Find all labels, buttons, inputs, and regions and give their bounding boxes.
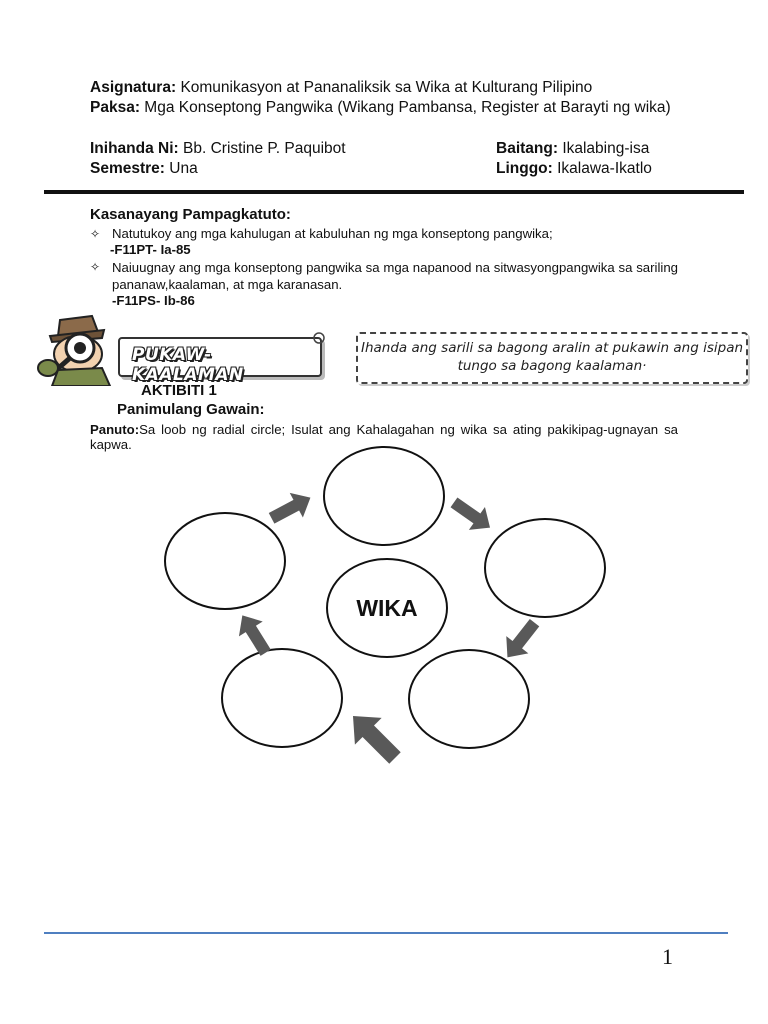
arrow-icon-top-right — [446, 491, 498, 539]
activity-subtitle: Panimulang Gawain: — [117, 401, 265, 418]
inihanda-value: Bb. Cristine P. Paquibot — [183, 140, 346, 157]
competency-text-2: Naiuugnay ang mga konseptong pangwika sa mga napanood na sitwasyongpangwika sa sariling pananaw,kaalaman, at mga karanasan. — [112, 260, 678, 292]
outer-circle-top[interactable] — [324, 447, 444, 545]
semestre-value: Una — [169, 160, 198, 177]
asignatura-label: Asignatura: — [90, 79, 177, 96]
competency-code-2: -F11PS- Ib-86 — [112, 293, 195, 308]
competency-code-1: -F11PT- Ia-85 — [110, 242, 191, 257]
asignatura-value: Komunikasyon at Pananaliksik sa Wika at Kulturang Pilipino — [180, 79, 593, 96]
sparkle-bullet-icon: ✧ — [90, 227, 101, 241]
baitang-label: Baitang: — [496, 140, 558, 157]
instructions-text: Sa loob ng radial circle; Isulat ang Kahalagahan ng wika sa ating pakikipag-ugnayan sa kapwa. — [90, 422, 678, 452]
competency-text-1: Natutukoy ang mga kahulugan at kabuluhan ng mga konseptong pangwika; — [112, 226, 553, 241]
semestre-label: Semestre: — [90, 160, 165, 177]
outer-circle-lower-right[interactable] — [409, 650, 529, 748]
competencies-title: Kasanayang Pampagkatuto: — [90, 206, 291, 223]
instructions-label: Panuto: — [90, 422, 140, 437]
paksa-label: Paksa: — [90, 99, 140, 116]
inihanda-label: Inihanda Ni: — [90, 140, 179, 157]
center-label: WIKA — [356, 595, 418, 621]
arrow-icon-bottom — [340, 703, 409, 772]
footer-rule — [44, 932, 728, 934]
arrow-icon-top-left — [265, 485, 317, 530]
linggo-label: Linggo: — [496, 160, 553, 177]
page-number: 1 — [662, 944, 673, 969]
outer-circle-upper-left[interactable] — [165, 513, 285, 609]
outer-circle-upper-right[interactable] — [485, 519, 605, 617]
banner-left-text: PUKAW-KAALAMAN — [132, 345, 244, 385]
sparkle-bullet-icon: ✧ — [90, 260, 101, 274]
outer-circle-lower-left[interactable] — [222, 649, 342, 747]
activity-title: AKTIBITI 1 — [141, 382, 217, 399]
linggo-value: Ikalawa-Ikatlo — [557, 160, 652, 177]
baitang-value: Ikalabing-isa — [562, 140, 650, 157]
banner-right-text: Ihanda ang sarili sa bagong aralin at pukawin ang isipan tungo sa bagong kaalaman· — [360, 340, 744, 374]
paksa-value: Mga Konseptong Pangwika (Wikang Pambansa, Register at Barayti ng wika) — [144, 99, 671, 116]
